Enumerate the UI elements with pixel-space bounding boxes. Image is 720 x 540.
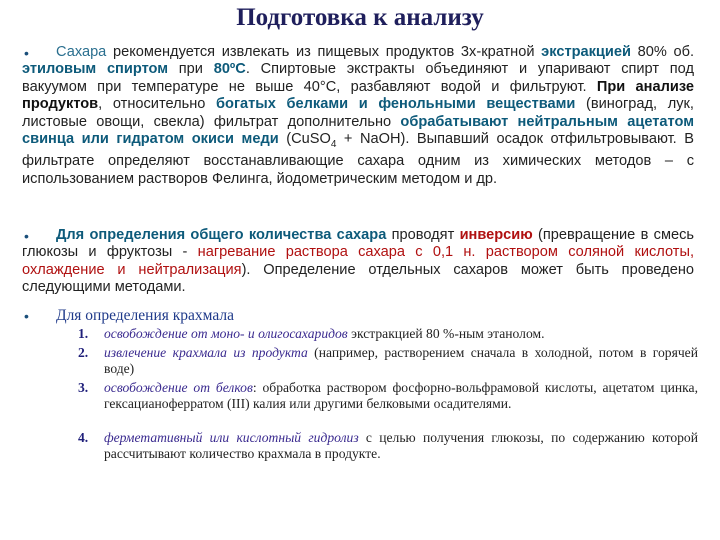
subscript: 4 xyxy=(330,138,337,150)
term-inversion: инверсию xyxy=(459,227,533,243)
list-item-2 xyxy=(78,345,698,376)
text: (превращение в смесь глюкозы и фруктозы - xyxy=(22,227,694,261)
slide-title: Подготовка к анализу xyxy=(236,4,484,31)
text: . Спиртовые экстракты объединяют и упаривают спирт под вакуумом при температуре не выше 40°С, разбавляют водой и фильтруют. xyxy=(22,61,694,95)
bullet-1-marker: • xyxy=(24,45,29,61)
text: 80% об. xyxy=(630,44,694,60)
text: рекомендуется извлекать из пищевых продуктов 3х-кратной xyxy=(106,44,542,60)
list-item-text: экстракцией 80 %-ным этанолом. xyxy=(347,326,545,341)
list-number: 3. xyxy=(78,380,89,395)
bullet-2-marker: • xyxy=(24,228,29,244)
starch-heading: Для определения крахмала xyxy=(56,307,235,324)
list-number: 1. xyxy=(78,326,89,341)
term-product-analysis: При анализе продуктов xyxy=(22,78,694,113)
text: ). Определение отдельных сахаров может быть проведено следующими методами. xyxy=(22,261,695,296)
term-total-sugar: Для определения общего количества сахара xyxy=(56,227,387,243)
list-item-text: (например, растворением сначала в холодной, потом в горячей воде) xyxy=(104,345,698,376)
term-temperature: 80ºС xyxy=(213,61,246,78)
text: при xyxy=(168,61,214,78)
bullet-3-marker: • xyxy=(24,308,29,324)
list-item-term: ферметативный или кислотный гидролиз xyxy=(104,430,359,445)
text: (виноград, лук, листовые овощи, свекла) фильтрат дополнительно xyxy=(22,96,694,130)
term-extraction: экстракцией xyxy=(541,44,631,60)
list-item-term: освобождение от моно- и олигосахаридов xyxy=(104,326,348,341)
text: проводят xyxy=(386,227,460,243)
text: (CuSO xyxy=(278,131,331,148)
text: , относительно xyxy=(98,96,217,113)
list-item-term: извлечение крахмала из продукта xyxy=(104,345,308,360)
text: + NaOH). Выпавший осадок отфильтровывают. В фильтрате определяют восстанавливающие сахара одним из химических методов – с использованием растворов Фелинга, йодометрическим методом и др. xyxy=(22,131,694,187)
term-hydrolysis-procedure: нагревание раствора сахара с 0,1 н. раствором соляной кислоты, охлаждение и нейтрализация xyxy=(22,244,694,278)
list-item-4 xyxy=(78,430,698,461)
list-item-text: с целью получения глюкозы, по содержанию которой рассчитывают количество крахмала в продукте. xyxy=(104,430,698,461)
term-lead-acetate: обрабатывают нейтральным ацетатом свинца или гидратом окиси меди xyxy=(22,113,694,148)
term-sugars: Сахара xyxy=(56,44,107,60)
list-item-term: освобождение от белков xyxy=(104,380,253,395)
term-ethanol: этиловым спиртом xyxy=(22,61,169,78)
paragraph-total-sugar xyxy=(22,227,694,297)
list-item-text: : обработка раствором фосфорно-вольфрамовой кислоты, ацетатом цинка, гексацианоферратом (III) калия или другими белковыми осадителями. xyxy=(104,380,698,411)
list-number: 4. xyxy=(78,430,89,445)
list-number: 2. xyxy=(78,345,89,360)
term-proteins-phenols: богатых белками и фенольными веществами xyxy=(216,96,576,113)
list-item-3 xyxy=(78,380,698,411)
list-item-1 xyxy=(78,326,698,342)
paragraph-sugars-extraction xyxy=(22,44,694,188)
